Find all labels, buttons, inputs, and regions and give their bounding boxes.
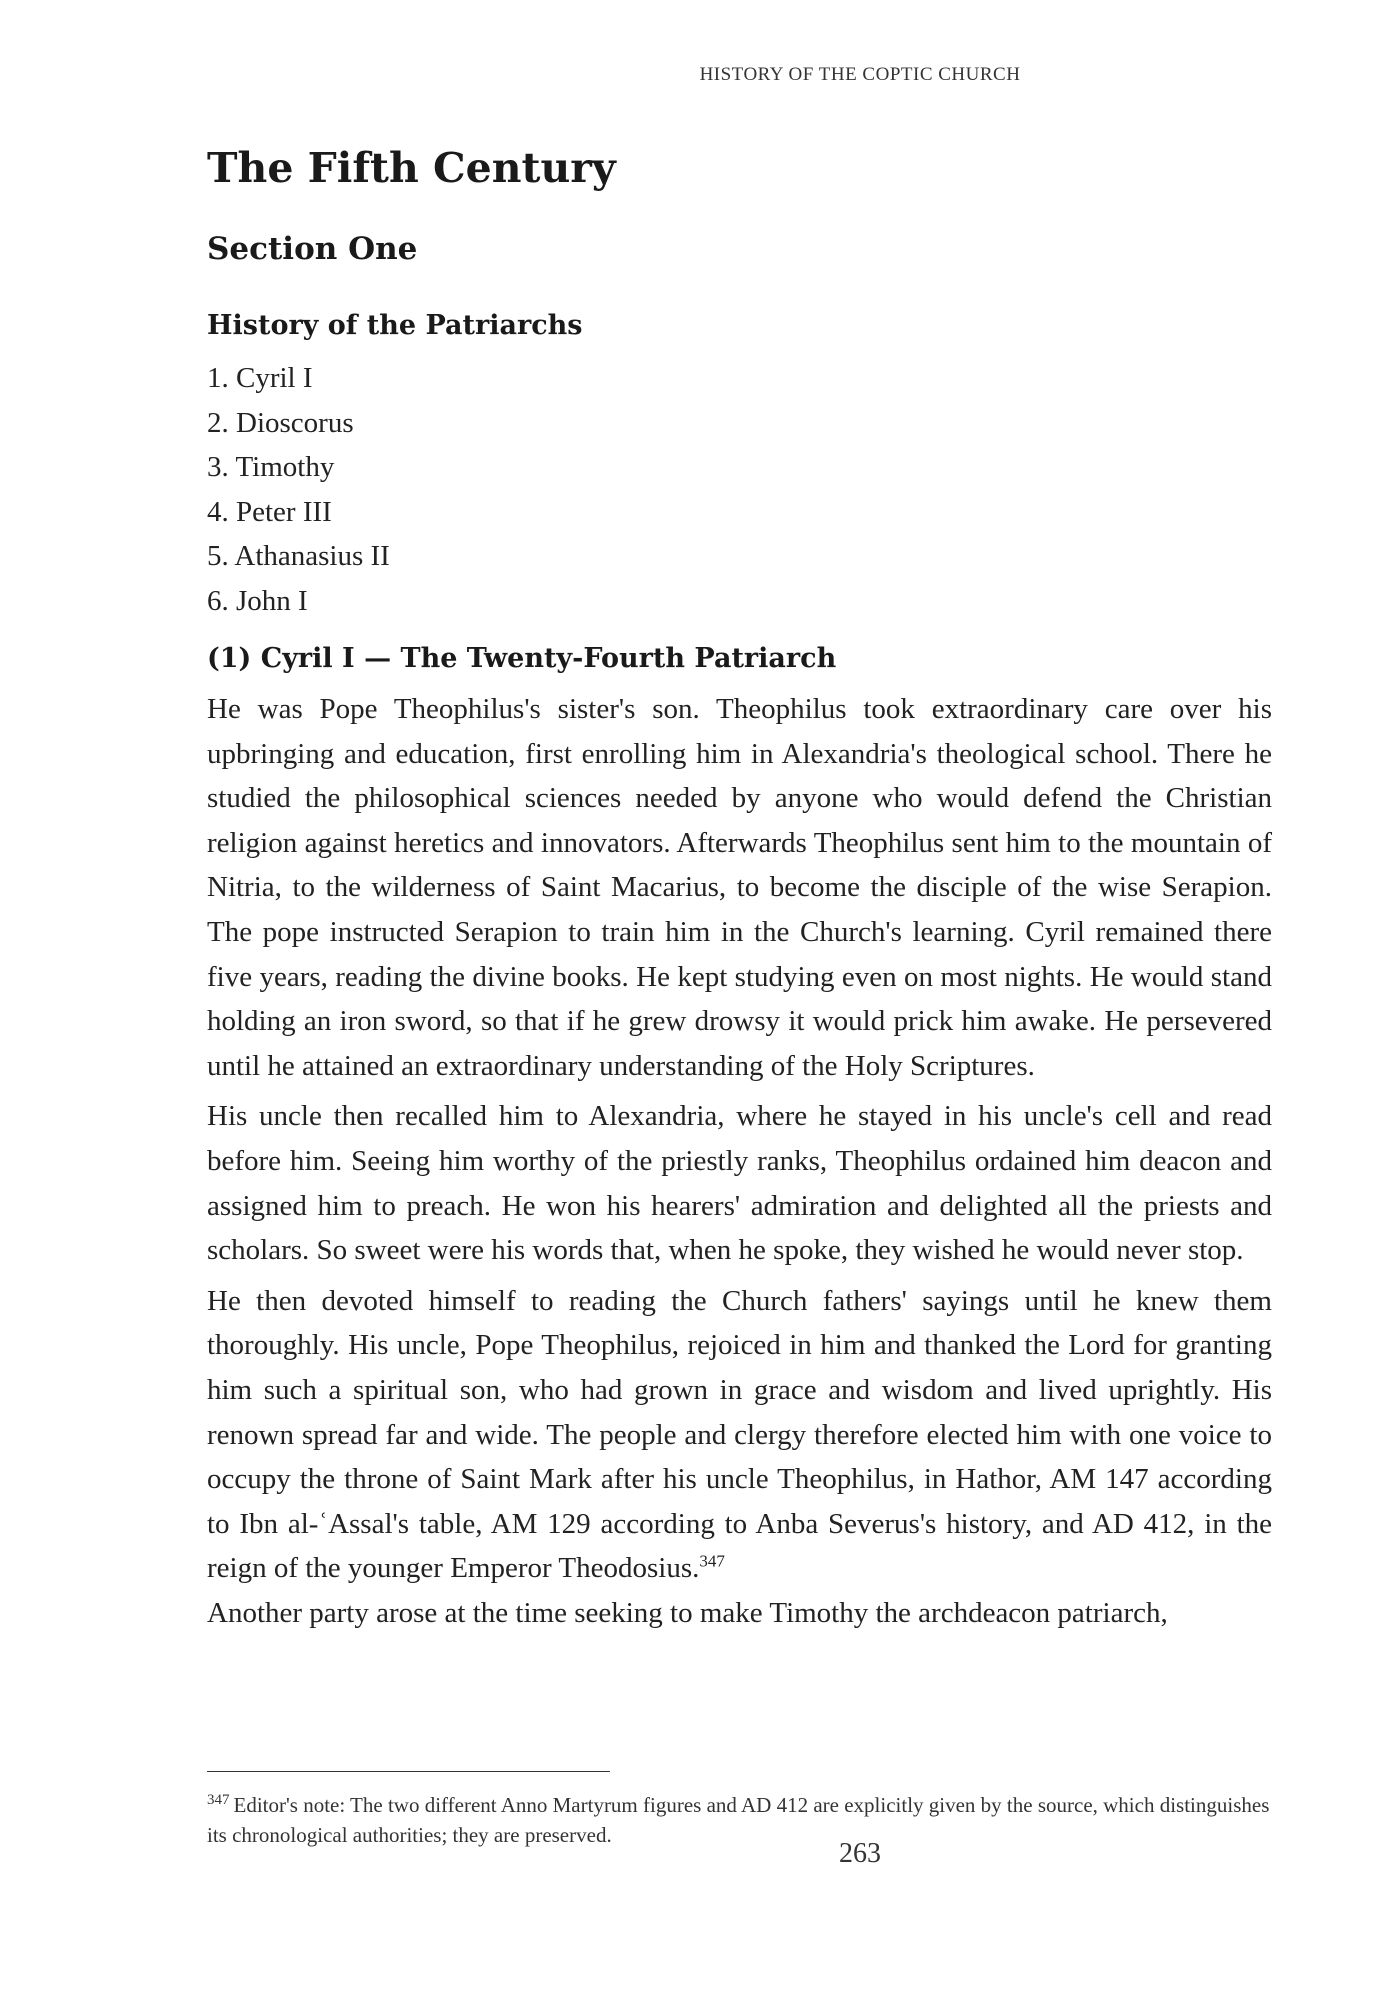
paragraph-text: He then devoted himself to reading the Church fathers' sayings until he knew them thoroughly. His uncle, Pope Theophilus, rejoiced in him and thanked the Lord for granting him such a spiritual son, who had grown in grace and wisdom and lived uprightly. His renown spread far and wide. The people and clergy therefore elected him with one voice to occupy the throne of Saint Mark after his uncle Theophilus, in Hathor, AM 147 according to Ibn al-ʿAssal's table, AM 129 according to Anba Severus's history, and AD 412, in the reign of the younger Emperor Theodosius. xyxy=(207,1284,1272,1585)
section-title: Section One xyxy=(207,231,418,267)
footnote-divider xyxy=(207,1771,610,1772)
page-content xyxy=(207,140,1272,1635)
patriarch-list-item: 6. John I xyxy=(207,584,308,617)
patriarch-list xyxy=(207,356,1272,623)
footnote-number: 347 xyxy=(207,1792,230,1808)
chapter-title: The Fifth Century xyxy=(207,144,616,192)
patriarch-list-item: 3. Timothy xyxy=(207,451,335,483)
body-paragraph xyxy=(207,1279,1272,1636)
page-number: 263 xyxy=(839,1838,881,1869)
patriarch-heading: (1) Cyril I — The Twenty-Fourth Patriarch xyxy=(207,643,837,674)
patriarch-list-item: 2. Dioscorus xyxy=(207,406,354,439)
continuation-text: Another party arose at the time seeking to make Timothy the archdeacon patriarch, xyxy=(207,1596,1168,1629)
footnote-reference[interactable]: 347 xyxy=(699,1551,725,1571)
body-paragraph: His uncle then recalled him to Alexandria, where he stayed in his uncle's cell and read before him. Seeing him worthy of the priestly ranks, Theophilus ordained him deacon and assigned him to preach. He won his hearers' admiration and delighted all the priests and scholars. So sweet were his words that, when he spoke, they wished he would never stop. xyxy=(207,1100,1272,1267)
footnote-text: Editor's note: The two different Anno Martyrum figures and AD 412 are explicitly given by the source, which distinguishes its chronological authorities; they are preserved. xyxy=(207,1793,1270,1847)
subsection-title: History of the Patriarchs xyxy=(207,310,583,341)
patriarch-list-item: 4. Peter III xyxy=(207,495,332,528)
running-header: HISTORY OF THE COPTIC CHURCH xyxy=(699,64,1021,85)
patriarch-list-item: 5. Athanasius II xyxy=(207,540,390,572)
patriarch-list-item: 1. Cyril I xyxy=(207,362,313,394)
body-paragraph: He was Pope Theophilus's sister's son. Theophilus took extraordinary care over his upbringing and education, first enrolling him in Alexandria's theological school. There he studied the philosophical sciences needed by anyone who would defend the Christian religion against heretics and innovators. Afterwards Theophilus sent him to the mountain of Nitria, to the wilderness of Saint Macarius, to become the disciple of the wise Serapion. The pope instructed Serapion to train him in the Church's learning. Cyril remained there five years, reading the divine books. He kept studying even on most nights. He would stand holding an iron sword, so that if he grew drowsy it would prick him awake. He persevered until he attained an extraordinary understanding of the Holy Scriptures. xyxy=(207,693,1272,1082)
